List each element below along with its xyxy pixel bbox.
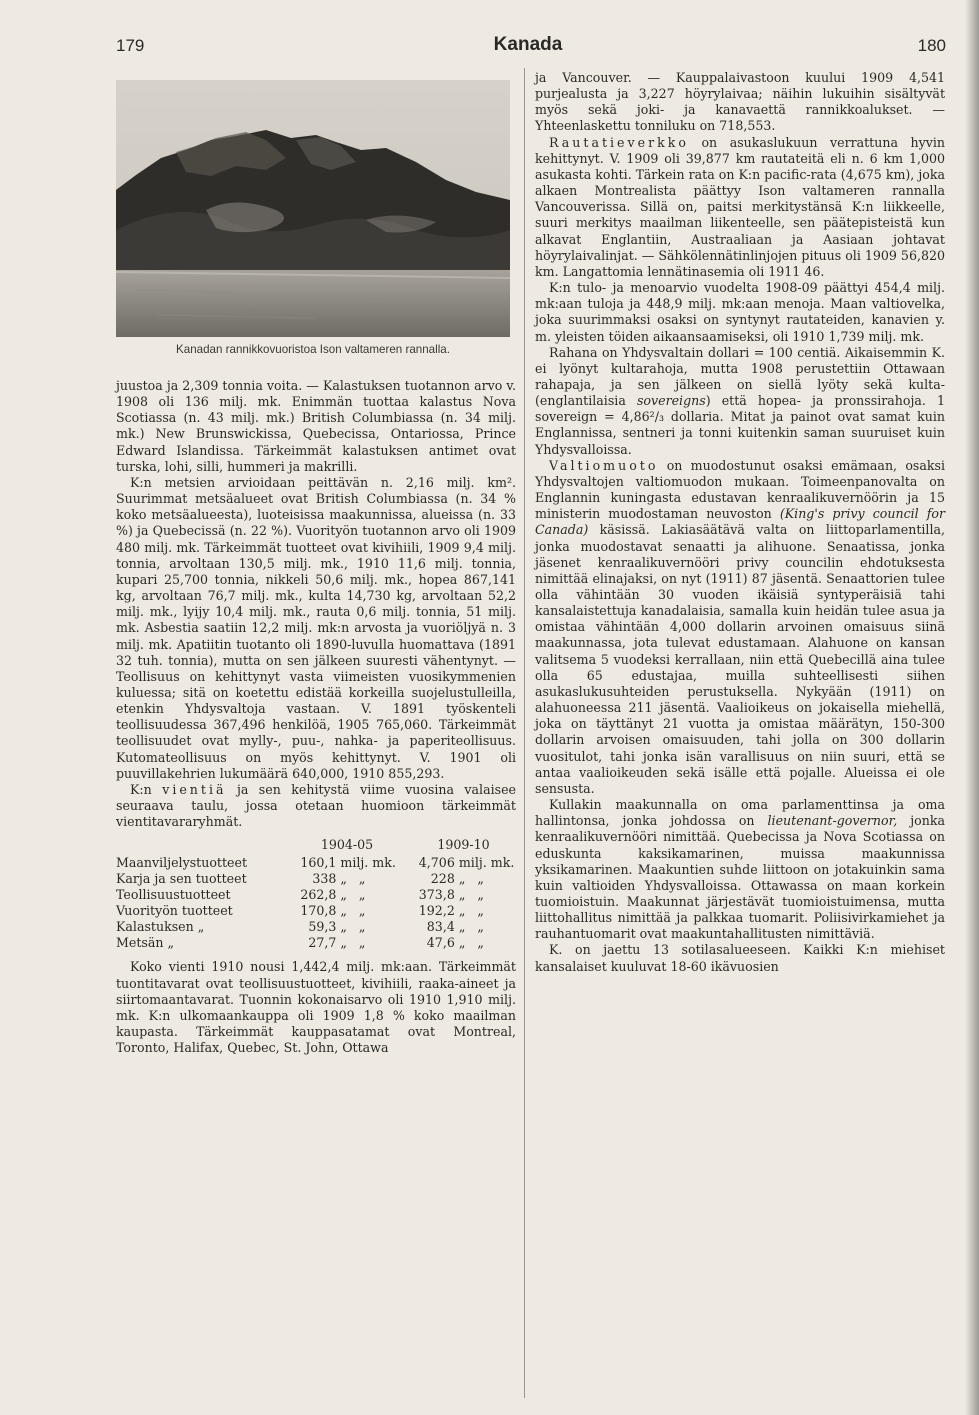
provinces-paragraph: Kullakin maakunnalla on oma parlamenttinsa ja oma hallintonsa, jonka johdossa on lieutenant-governor, jonka kenraalikuvernööri nimittää. Quebecissa ja Nova Scotiassa on eduskunta kaksikamarinen, muissa maakunnissa yksikamarinen. Maakuntien suhde liittoon on jotakuinkin sama kuin valtioiden Yhdysvalloissa. Ottawassa on maan korkein tuomioistuin. Maakunnat järjestävät tuomioistuimensa, mutta liittohallitus nimittää ja palkkaa tuomarit. Poliisivirkamiehet ja rauhantuomarit ovat maakuntahallitusten nimittäviä. — [535, 797, 945, 942]
export-table — [116, 836, 516, 951]
column-divider — [524, 68, 525, 1398]
right-column — [535, 70, 945, 975]
value-1904: 27,7 — [308, 935, 337, 951]
value-1909: 83,4 — [426, 919, 455, 935]
currency-paragraph: Rahana on Yhdysvaltain dollari = 100 centiä. Aikaisemmin K. ei lyönyt kultarahoja, mutta 1908 perustettiin Ottawaan rahapaja, ja sen jälkeen on siellä lyöty sekä kulta- (englantilaisia sovereigns) että hopea- ja pronssirahoja. 1 sovereign = 4,86²/₃ dollaria. Mitat ja painot ovat samat kuin Englannissa, sentneri ja tonni kuitenkin saman suuruiset kuin Yhdysvalloissa. — [535, 344, 945, 457]
coastal-mountains-photo — [116, 80, 510, 337]
ditto-mark: „ „ — [340, 935, 366, 951]
table-row — [116, 935, 516, 951]
ditto-mark: „ „ — [458, 935, 484, 951]
table-row — [116, 887, 516, 903]
value-1904: 338 — [312, 871, 337, 887]
forests-mining-industry-paragraph: K:n metsien arvioidaan peittävän n. 2,16 milj. km². Suurimmat metsäalueet ovat British Columbiassa (n. 34 % koko metsäalueesta), luoteisissa maakunnissa, alueissa (n. 33 %) ja Quebecissä (n. 22 %). Vuorityön tuotannon arvo oli 1909 480 milj. mk. Tärkeimmät tuotteet ovat kivihiili, 1909 9,4 milj. tonnia, arvoltaan 130,5 milj. mk., 1910 11,6 milj. tonnia, kupari 25,700 tonnia, nikkeli 50,6 milj. mk., hopea 867,141 kg, arvoltaan 76,7 milj. mk., kulta 14,730 kg, arvoltaan 52,2 milj. mk., lyijy 10,4 milj. mk., rauta 0,6 milj. tonnia, 51 milj. mk. Asbestia saatiin 12,2 milj. mk:n arvosta ja vuoriöljyä n. 3 milj. mk. Apatiitin tuotanto oli 1890-luvulla huomattava (1891 32 tuh. tonnia), mutta on sen jälkeen suuresti vähentynyt. — Teollisuus on kehittynyt vasta viimeisten vuosikymmenien kuluessa; sitä on koetettu edistää korkeilla suojelustulleilla, etenkin Yhdysvaltoja vastaan. V. 1891 työskenteli teollisuudessa 367,496 henkilöä, 1905 765,060. Tärkeimmät teollisuudet ovat mylly-, puu-, nahka- ja paperiteollisuus. Kutomateollisuus on myös kehittynyt. V. 1901 oli puuvillakehrien lukumäärä 640,000, 1910 855,293. — [116, 474, 516, 781]
ditto-mark: „ „ — [340, 919, 366, 935]
table-row — [116, 855, 516, 871]
railways-paragraph — [535, 135, 945, 280]
ditto-mark: „ „ — [458, 871, 484, 887]
col-header-1904-05: 1904-05 — [320, 837, 374, 853]
value-1909: 192,2 — [418, 903, 455, 919]
row-label: Kalastuksen „ — [116, 919, 205, 935]
exports-lead: K:n — [130, 781, 152, 797]
photo-caption: Kanadan rannikkovuoristoa Ison valtameren rannalla. — [176, 343, 450, 356]
exports-intro-rest: ja sen kehitystä viime vuosina valaisee seuraava taulu, jossa otetaan huomioon tärkeimmät vientitavararyhmät. — [116, 781, 516, 830]
row-label: Metsän „ — [116, 935, 175, 951]
exports-spaced-term: vientiä — [162, 781, 227, 797]
row-label: Karja ja sen tuotteet — [116, 871, 247, 887]
value-1904: 262,8 — [300, 887, 337, 903]
military-paragraph: K. on jaettu 13 sotilasalueeseen. Kaikki K:n miehiset kansalaiset kuuluvat 18-60 ikävuosien — [535, 942, 945, 974]
table-row — [116, 919, 516, 935]
table-row — [116, 871, 516, 887]
merchant-fleet-paragraph: ja Vancouver. — Kauppalaivastoon kuului 1909 4,541 purjealusta ja 3,227 höyrylaivaa; näihin lukuihin sisältyvät myös sekä joki- ja kanavaettä rannikkoalukset. — Yhteenlaskettu tonniluku on 718,553. — [535, 70, 945, 134]
privy-council-term: (King's privy council for Canada) — [535, 506, 945, 538]
unit-1904: milj. mk. — [340, 855, 396, 871]
lieutenant-governor-term: lieutenant-governor, — [767, 813, 898, 829]
total-exports-paragraph: Koko vienti 1910 nousi 1,442,4 milj. mk:aan. Tärkeimmät tuontitavarat ovat teollisuustuotteet, kivihiili, raaka-aineet ja siirtomaantavarat. Tuonnin kokonaisarvo oli 1910 1,910 milj. mk. K:n ulkomaankauppa oli 1909 1,8 % koko maailman kaupasta. Tärkeimmät kauppasatamat ovat Montreal, Toronto, Halifax, Quebec, St. John, Ottawa — [116, 959, 516, 1056]
page-number-right: 180 — [917, 36, 946, 55]
photo-illustration — [116, 80, 510, 337]
value-1904: 170,8 — [300, 903, 337, 919]
value-1909: 4,706 — [418, 855, 455, 871]
budget-paragraph: K:n tulo- ja menoarvio vuodelta 1908-09 päättyi 454,4 milj. mk:aan tuloja ja 448,9 milj. mk:aan menoja. Maan valtiovelka, joka suurimmaksi osaksi on syntynyt rautateiden, kanavien y. m. yleisten töiden aikaansaamiseksi, oli 1910 1,739 milj. mk. — [535, 280, 945, 344]
left-column — [116, 378, 516, 1056]
ditto-mark: „ „ — [340, 887, 366, 903]
sovereigns-term: sovereigns — [636, 393, 706, 409]
exports-intro-paragraph — [116, 782, 516, 830]
value-1909: 228 — [430, 871, 455, 887]
page-header — [110, 34, 946, 60]
export-table-header — [116, 836, 516, 855]
row-label: Teollisuustuotteet — [116, 887, 231, 903]
ditto-mark: „ „ — [340, 871, 366, 887]
railways-spaced-term: Rautatieverkko — [549, 134, 689, 150]
ditto-mark: „ „ — [458, 887, 484, 903]
ditto-mark: „ „ — [458, 919, 484, 935]
running-title: Kanada — [493, 34, 563, 55]
fishing-paragraph: juustoa ja 2,309 tonnia voita. — Kalastuksen tuotannon arvo v. 1908 oli 136 milj. mk. Enimmän tuottaa kalastus Nova Scotiassa (n. 43 milj. mk.) British Columbiassa (n. 34 milj. mk.) New Brunswickissa, Quebecissa, Ontariossa, Prince Edward Islandissa. Tärkeimmät kalastuksen antimet ovat turska, lohi, silli, hummeri ja makrilli. — [116, 378, 516, 474]
constitution-paragraph: Valtiomuoto on muodostunut osaksi emämaan, osaksi Yhdysvaltojen valtiomuodon mukaan. Toimeenpanovalta on Englannin kuningasta edustavan kenraalikuvernöörin ja 15 ministerin muodostaman neuvoston (King's privy council for Canada) käsissä. Lakiasäätävä valta on liittoparlamentilla, jonka muodostavat senaatti ja alihuone. Senaatissa, jonka jäsenet kenraalikuvernööri privy councilin ehdotuksesta nimittää elinajaksi, on nyt (1911) 87 jäsentä. Senaattorien tulee olla vähintään 30 vuoden ikäisiä syntyperäisiä tahi kansalaistettuja kanadalaisia, samalla kuin heidän tulee asua ja omistaa vähintään 4,000 dollarin arvoinen omaisuus siinä maakunnassa, jota tulevat edustamaan. Alahuone on kansan valitsema 5 vuodeksi kerrallaan, niin että Quebecillä aina tulee olla 65 edustajaa, muilla suhteellisesti siihen asukaslukusuhteiden perustuksella. Nykyään (1911) on alahuoneessa 211 jäsentä. Vaalioikeus on jokaisella miehellä, joka on täyttänyt 21 vuotta ja omistaa määrätyn, 150-300 dollarin arvoisen omaisuuden, tahi jolla on 300 dollarin vuositulot, tahi jonka isän varallisuus on niin suuri, että se antaa vaalioikeuden sekä isälle että pojalle. Alueissa ei ole sensusta. — [535, 457, 945, 796]
railways-rest: on asukaslukuun verrattuna hyvin kehittynyt. V. 1909 oli 39,877 km rautateitä eli n. 6 km 1,000 asukasta kohti. Tärkein rata on K:n pacific-rata (4,675 km), joka alkaen Montrealista päättyy Ison valtameren rannalla Vancouverissa. Sillä on, paitsi merkitystänsä K:n liikkeelle, suuri merkitys maailman liikenteelle, sen päätepisteistä kun alkavat Englantiin, Austraaliaan ja Aasiaan johtavat höyrylaivalinjat. — Sähkölennätinlinjojen pituus oli 1909 56,820 km. Langattomia lennätinasemia oli 1911 46. — [535, 134, 945, 279]
value-1909: 373,8 — [418, 887, 455, 903]
value-1909: 47,6 — [426, 935, 455, 951]
binding-shadow — [965, 0, 979, 1415]
value-1904: 59,3 — [308, 919, 337, 935]
row-label: Maanviljelystuotteet — [116, 855, 247, 871]
col-header-1909-10: 1909-10 — [437, 837, 490, 853]
ditto-mark: „ „ — [458, 903, 484, 919]
page-number-left: 179 — [116, 36, 145, 55]
constitution-spaced-term: Valtiomuoto — [549, 457, 659, 473]
row-label: Vuorityön tuotteet — [116, 903, 233, 919]
ditto-mark: „ „ — [340, 903, 366, 919]
value-1904: 160,1 — [300, 855, 337, 871]
unit-1909: milj. mk. — [458, 855, 515, 871]
table-row — [116, 903, 516, 919]
